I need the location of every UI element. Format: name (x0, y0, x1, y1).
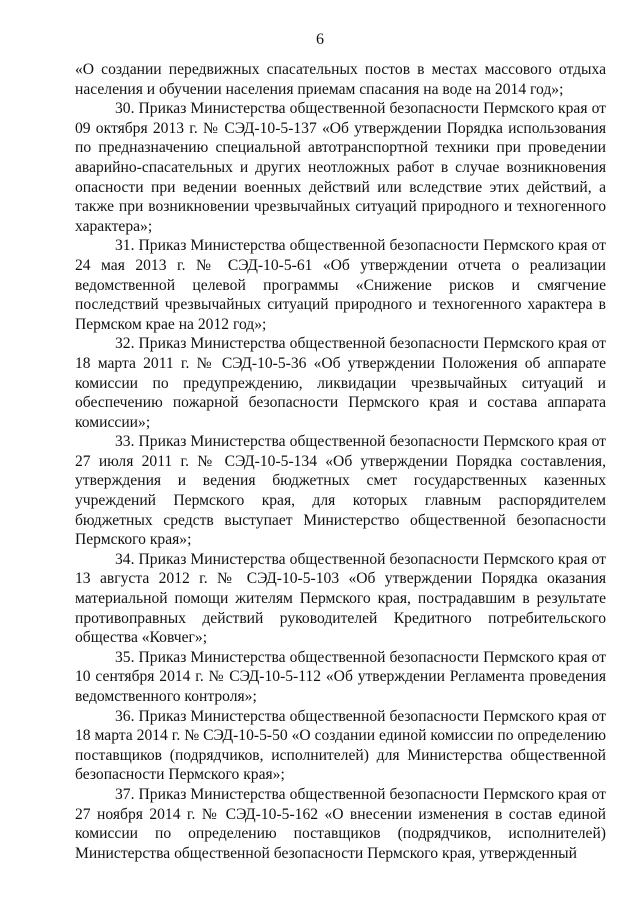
list-item-30: 30. Приказ Министерства общественной безопасности Пермского края от 09 октября 2013 г. № СЭД-10-5-137 «Об утверждении Порядка использования по предназначению специальной автотранспортной техники при проведении аварийно-спасательных и других неотложных работ в случае возникновения опасности при ведении военных действий или вследствие этих действий, а также при возникновении чрезвычайных ситуаций природного и техногенного характера»; (75, 100, 606, 235)
list-item-37: 37. Приказ Министерства общественной безопасности Пермского края от 27 ноября 2014 г. № СЭД-10-5-162 «О внесении изменения в состав единой комиссии по определению поставщиков (подрядчиков, исполнителей) Министерства общественной безопасности Пермского края, утвержденный (75, 785, 606, 862)
list-item-33: 33. Приказ Министерства общественной безопасности Пермского края от 27 июля 2011 г. № СЭД-10-5-134 «Об утверждении Порядка составления, утверждения и ведения бюджетных смет государственных казенных учреждений Пермского края, для которых главным распорядителем бюджетных средств выступает Министерство общественной безопасности Пермского края»; (75, 433, 606, 549)
document-body (75, 60, 606, 863)
list-item-32: 32. Приказ Министерства общественной безопасности Пермского края от 18 марта 2011 г. № СЭД-10-5-36 «Об утверждении Положения об аппарате комиссии по предупреждению, ликвидации чрезвычайных ситуаций и обеспечению пожарной безопасности Пермского края и состава аппарата комиссии»; (75, 335, 606, 431)
paragraph-continuation: «О создании передвижных спасательных постов в местах массового отдыха населения и обучении населения приемам спасания на воде на 2014 год»; (75, 61, 606, 98)
list-item-35: 35. Приказ Министерства общественной безопасности Пермского края от 10 сентября 2014 г. № СЭД-10-5-112 «Об утверждении Регламента проведения ведомственного контроля»; (75, 648, 606, 705)
list-item-36: 36. Приказ Министерства общественной безопасности Пермского края от 18 марта 2014 г. № СЭД-10-5-50 «О создании единой комиссии по определению поставщиков (подрядчиков, исполнителей) для Министерства общественной безопасности Пермского края»; (75, 707, 606, 784)
list-item-31: 31. Приказ Министерства общественной безопасности Пермского края от 24 мая 2013 г. № СЭД-10-5-61 «Об утверждении отчета о реализации ведомственной целевой программы «Снижение рисков и смягчение последствий чрезвычайных ситуаций природного и техногенного характера в Пермском крае на 2012 год»; (75, 237, 606, 333)
page-number: 6 (316, 31, 324, 48)
list-item-34: 34. Приказ Министерства общественной безопасности Пермского края от 13 августа 2012 г. № СЭД-10-5-103 «Об утверждении Порядка оказания материальной помощи жителям Пермского края, пострадавшим в результате противоправных действий руководителей Кредитного потребительского общества «Ковчег»; (75, 550, 606, 647)
